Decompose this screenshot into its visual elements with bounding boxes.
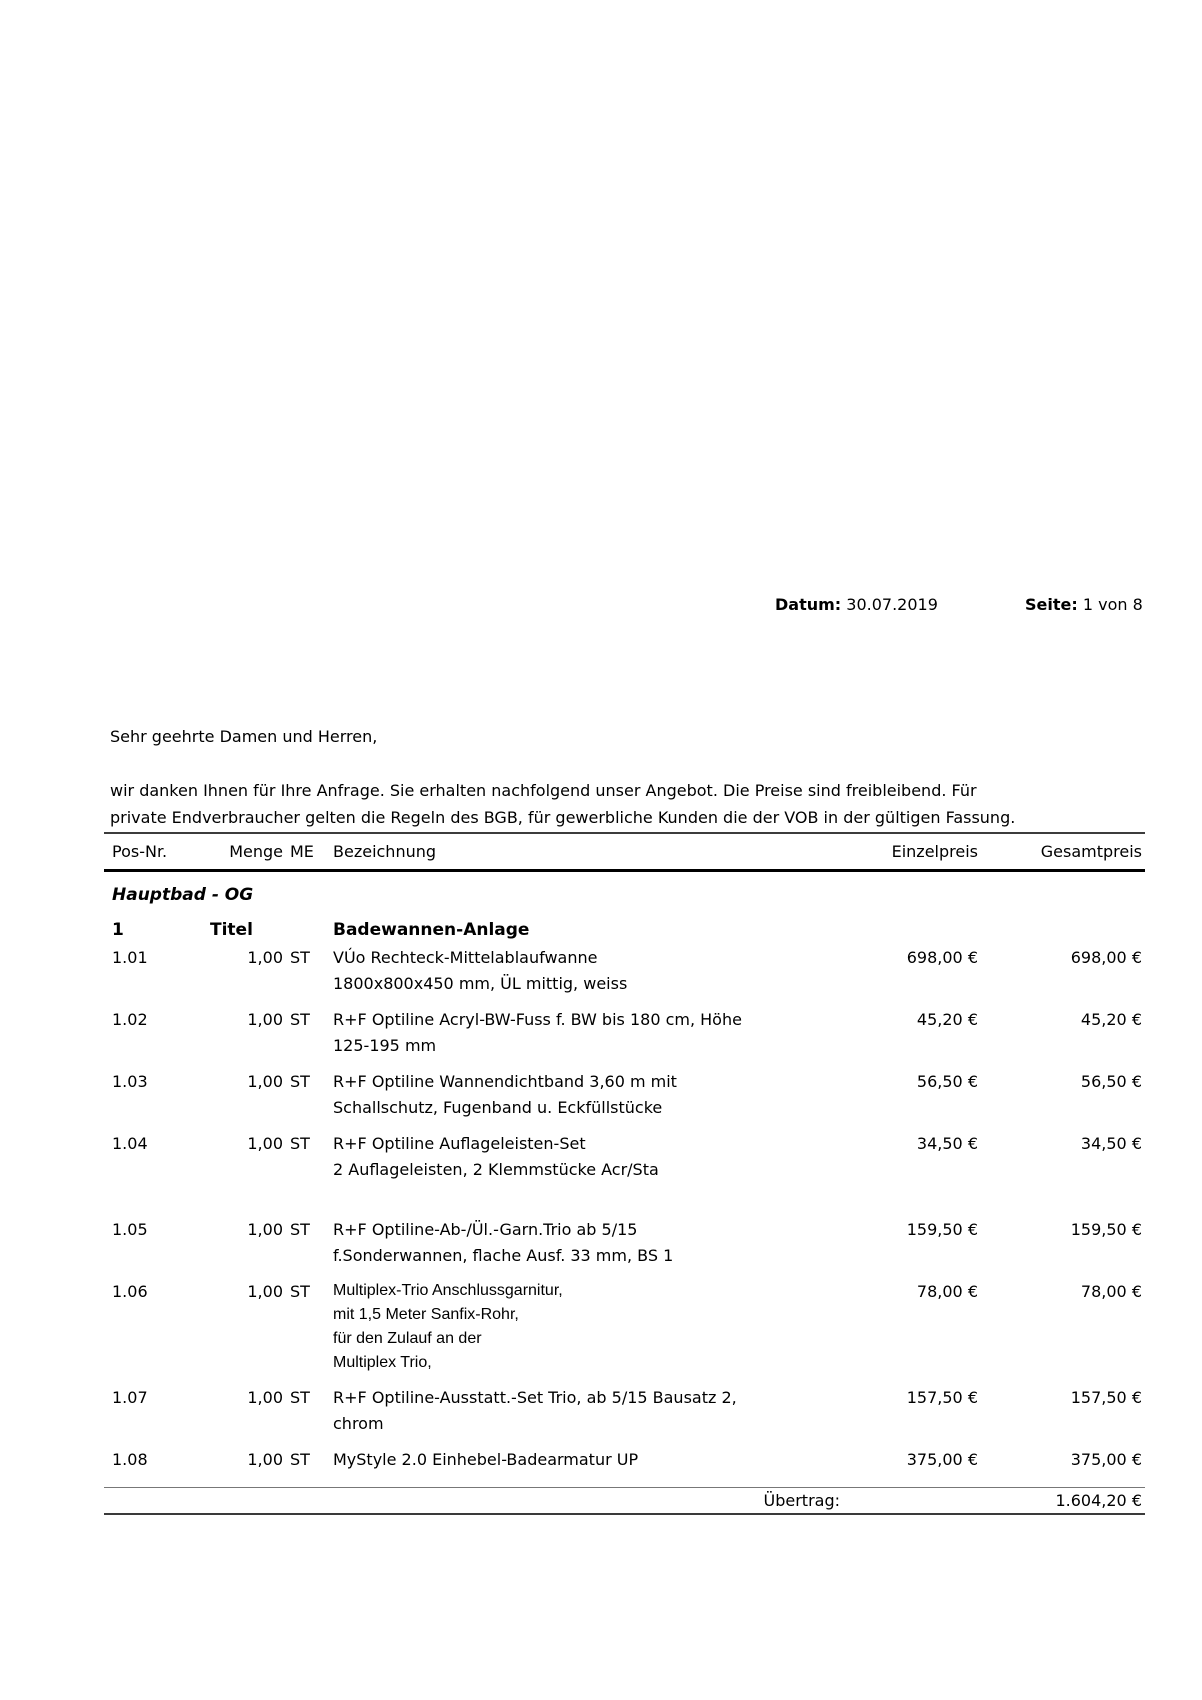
date-line	[775, 595, 938, 614]
table-header-row	[104, 832, 1145, 872]
item-description	[330, 1217, 891, 1269]
greeting: Sehr geehrte Damen und Herren,	[110, 727, 378, 746]
item-total-price: 56,50 €	[1080, 1072, 1142, 1091]
item-unit: ST	[290, 1388, 310, 1407]
item-desc-line: R+F Optiline-Ausstatt.-Set Trio, ab 5/15 Bausatz 2,	[333, 1388, 737, 1407]
item-desc-line: 1800x800x450 mm, ÜL mittig, weiss	[333, 974, 628, 993]
item-desc-line: chrom	[333, 1414, 384, 1433]
item-row	[104, 945, 1145, 997]
header-gesamtpreis: Gesamtpreis	[1040, 842, 1142, 861]
intro-line: wir danken Ihnen für Ihre Anfrage. Sie erhalten nachfolgend unser Angebot. Die Preise sind freibleibend. Für	[110, 781, 977, 800]
item-qty: 1,00	[247, 1450, 283, 1469]
item-unit: ST	[290, 1072, 310, 1091]
item-description	[330, 1385, 891, 1437]
section-title: Hauptbad - OG	[112, 885, 254, 905]
item-qty: 1,00	[247, 1282, 283, 1301]
item-qty: 1,00	[247, 1072, 283, 1091]
item-pos: 1.04	[112, 1134, 148, 1153]
item-row	[104, 1007, 1145, 1059]
item-desc-line: mit 1,5 Meter Sanfix-Rohr,	[333, 1306, 519, 1323]
item-unit: ST	[290, 1134, 310, 1153]
item-unit-price: 157,50 €	[906, 1388, 978, 1407]
header-einzelpreis: Einzelpreis	[891, 842, 978, 861]
title-label: Badewannen-Anlage	[333, 920, 530, 940]
page-number-line	[1025, 595, 1143, 614]
item-unit-price: 34,50 €	[916, 1134, 978, 1153]
item-row	[104, 1385, 1145, 1437]
item-desc-line: R+F Optiline Auflageleisten-Set	[333, 1134, 586, 1153]
item-desc-line: für den Zulauf an der	[333, 1330, 482, 1347]
item-qty: 1,00	[247, 1388, 283, 1407]
positions-table	[104, 832, 1145, 1515]
item-desc-line: 2 Auflageleisten, 2 Klemmstücke Acr/Sta	[333, 1160, 659, 1179]
date-value: 30.07.2019	[846, 595, 938, 614]
item-row	[104, 1131, 1145, 1183]
item-row	[104, 1217, 1145, 1269]
item-description	[330, 945, 891, 997]
item-qty: 1,00	[247, 948, 283, 967]
item-total-price: 45,20 €	[1080, 1010, 1142, 1029]
item-row	[104, 1279, 1145, 1375]
item-unit: ST	[290, 1010, 310, 1029]
intro-line: private Endverbraucher gelten die Regeln des BGB, für gewerbliche Kunden die der VOB in der gültigen Fassung.	[110, 808, 1016, 827]
item-description	[330, 1131, 891, 1183]
item-total-price: 698,00 €	[1070, 948, 1142, 967]
item-description	[330, 1447, 891, 1473]
item-desc-line: R+F Optiline Wannendichtband 3,60 m mit	[333, 1072, 677, 1091]
header-pos-nr: Pos-Nr.	[112, 842, 168, 861]
item-total-price: 78,00 €	[1080, 1282, 1142, 1301]
item-description	[330, 1069, 891, 1121]
item-qty: 1,00	[247, 1010, 283, 1029]
carryover-value: 1.604,20 €	[1055, 1491, 1142, 1510]
item-unit-price: 159,50 €	[906, 1220, 978, 1239]
intro-paragraph	[110, 777, 1015, 831]
item-total-price: 159,50 €	[1070, 1220, 1142, 1239]
header-me: ME	[290, 842, 314, 861]
item-desc-line: Multiplex Trio,	[333, 1354, 432, 1371]
item-desc-line: 125-195 mm	[333, 1036, 437, 1055]
item-desc-line: f.Sonderwannen, flache Ausf. 33 mm, BS 1	[333, 1246, 674, 1265]
page-value: 1 von 8	[1082, 595, 1143, 614]
item-desc-line: Multiplex-Trio Anschlussgarnitur,	[333, 1282, 563, 1299]
item-desc-line: MyStyle 2.0 Einhebel-Badearmatur UP	[333, 1450, 639, 1469]
item-total-price: 34,50 €	[1080, 1134, 1142, 1153]
item-total-price: 157,50 €	[1070, 1388, 1142, 1407]
item-row	[104, 1069, 1145, 1121]
title-row	[104, 917, 1145, 943]
item-unit: ST	[290, 948, 310, 967]
item-total-price: 375,00 €	[1070, 1450, 1142, 1469]
carryover-label: Übertrag:	[763, 1491, 840, 1510]
title-type: Titel	[210, 920, 253, 940]
header-bezeichnung: Bezeichnung	[333, 842, 437, 861]
item-unit-price: 45,20 €	[916, 1010, 978, 1029]
item-unit-price: 375,00 €	[906, 1450, 978, 1469]
item-desc-line: VÚo Rechteck-Mittelablaufwanne	[333, 948, 598, 967]
item-pos: 1.05	[112, 1220, 148, 1239]
date-label: Datum:	[775, 595, 842, 614]
item-unit-price: 56,50 €	[916, 1072, 978, 1091]
page-label: Seite:	[1025, 595, 1078, 614]
item-unit: ST	[290, 1282, 310, 1301]
item-unit: ST	[290, 1220, 310, 1239]
item-pos: 1.02	[112, 1010, 148, 1029]
item-pos: 1.06	[112, 1282, 148, 1301]
item-desc-line: R+F Optiline Acryl-BW-Fuss f. BW bis 180 cm, Höhe	[333, 1010, 742, 1029]
item-description	[330, 1007, 891, 1059]
item-row	[104, 1447, 1145, 1473]
item-desc-line: R+F Optiline-Ab-/Ül.-Garn.Trio ab 5/15	[333, 1220, 638, 1239]
item-qty: 1,00	[247, 1220, 283, 1239]
carryover-row	[104, 1487, 1145, 1515]
item-pos: 1.01	[112, 948, 148, 967]
item-qty: 1,00	[247, 1134, 283, 1153]
item-description	[330, 1279, 891, 1375]
item-pos: 1.07	[112, 1388, 148, 1407]
header-menge: Menge	[229, 842, 283, 861]
item-unit-price: 698,00 €	[906, 948, 978, 967]
item-pos: 1.03	[112, 1072, 148, 1091]
item-desc-line: Schallschutz, Fugenband u. Eckfüllstücke	[333, 1098, 663, 1117]
item-pos: 1.08	[112, 1450, 148, 1469]
item-unit-price: 78,00 €	[916, 1282, 978, 1301]
title-pos: 1	[112, 920, 124, 940]
item-unit: ST	[290, 1450, 310, 1469]
